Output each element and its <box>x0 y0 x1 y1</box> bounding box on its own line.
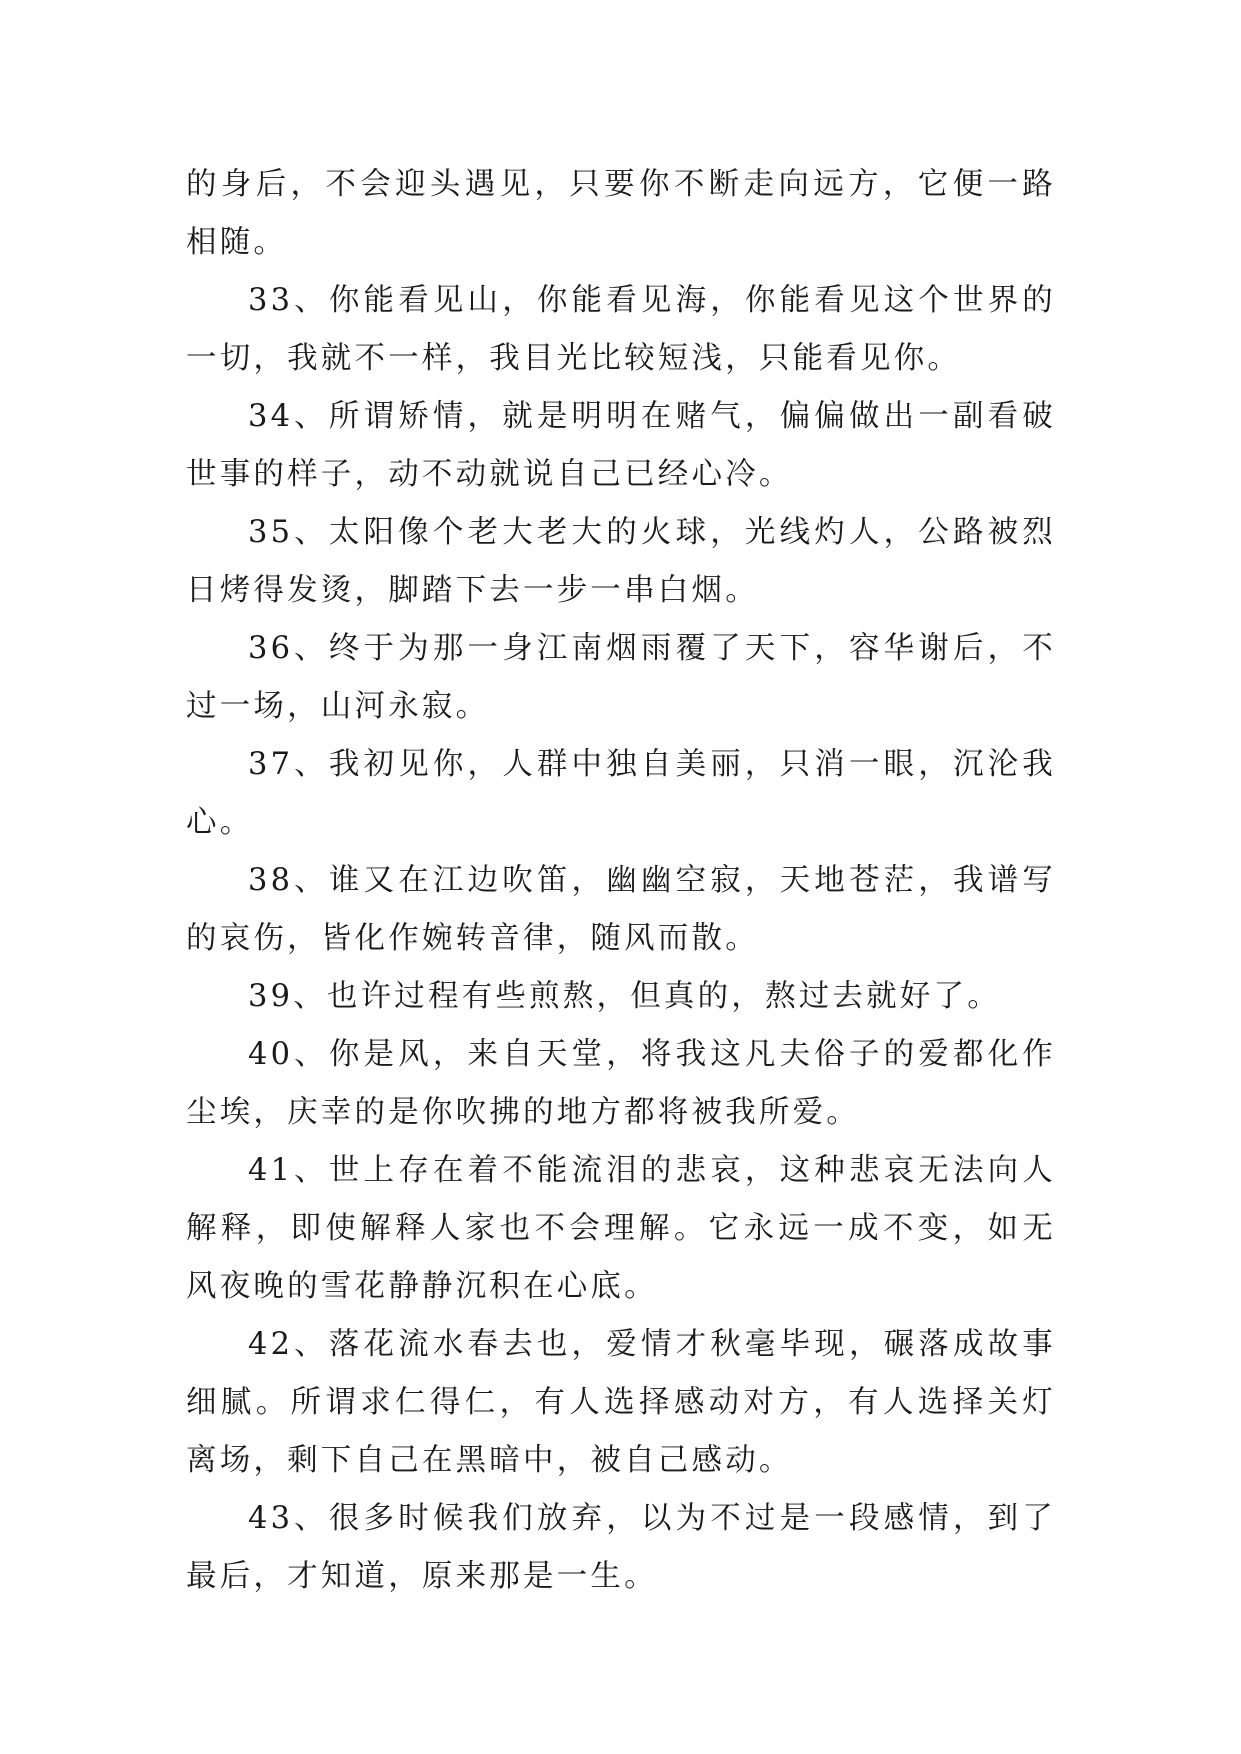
paragraph-39: 39、也许过程有些煎熬，但真的，熬过去就好了。 <box>248 979 1001 1014</box>
paragraph-35: 35、太阳像个老大老大的火球，光线灼人，公路被烈日烤得发烫，脚踏下去一步一串白烟。 <box>186 515 1056 608</box>
document-body <box>186 156 1056 1606</box>
paragraph-34: 34、所谓矫情，就是明明在赌气，偏偏做出一副看破世事的样子，动不动就说自己已经心冷。 <box>186 399 1056 492</box>
paragraph-38: 38、谁又在江边吹笛，幽幽空寂，天地苍茫，我谱写的哀伤，皆化作婉转音律，随风而散。 <box>186 863 1056 956</box>
paragraph-42: 42、落花流水春去也，爱情才秋毫毕现，碾落成故事细腻。所谓求仁得仁，有人选择感动对方，有人选择关灯离场，剩下自己在黑暗中，被自己感动。 <box>186 1327 1056 1478</box>
paragraph-33: 33、你能看见山，你能看见海，你能看见这个世界的一切，我就不一样，我目光比较短浅，只能看见你。 <box>186 283 1056 376</box>
paragraph-41: 41、世上存在着不能流泪的悲哀，这种悲哀无法向人解释，即使解释人家也不会理解。它永远一成不变，如无风夜晚的雪花静静沉积在心底。 <box>186 1153 1056 1304</box>
paragraph-continuation: 的身后，不会迎头遇见，只要你不断走向远方，它便一路相随。 <box>186 167 1056 260</box>
paragraph-43: 43、很多时候我们放弃，以为不过是一段感情，到了最后，才知道，原来那是一生。 <box>186 1501 1056 1594</box>
paragraph-36: 36、终于为那一身江南烟雨覆了天下，容华谢后，不过一场，山河永寂。 <box>186 631 1056 724</box>
paragraph-37: 37、我初见你，人群中独自美丽，只消一眼，沉沦我心。 <box>186 747 1056 840</box>
paragraph-40: 40、你是风，来自天堂，将我这凡夫俗子的爱都化作尘埃，庆幸的是你吹拂的地方都将被我所爱。 <box>186 1037 1056 1130</box>
